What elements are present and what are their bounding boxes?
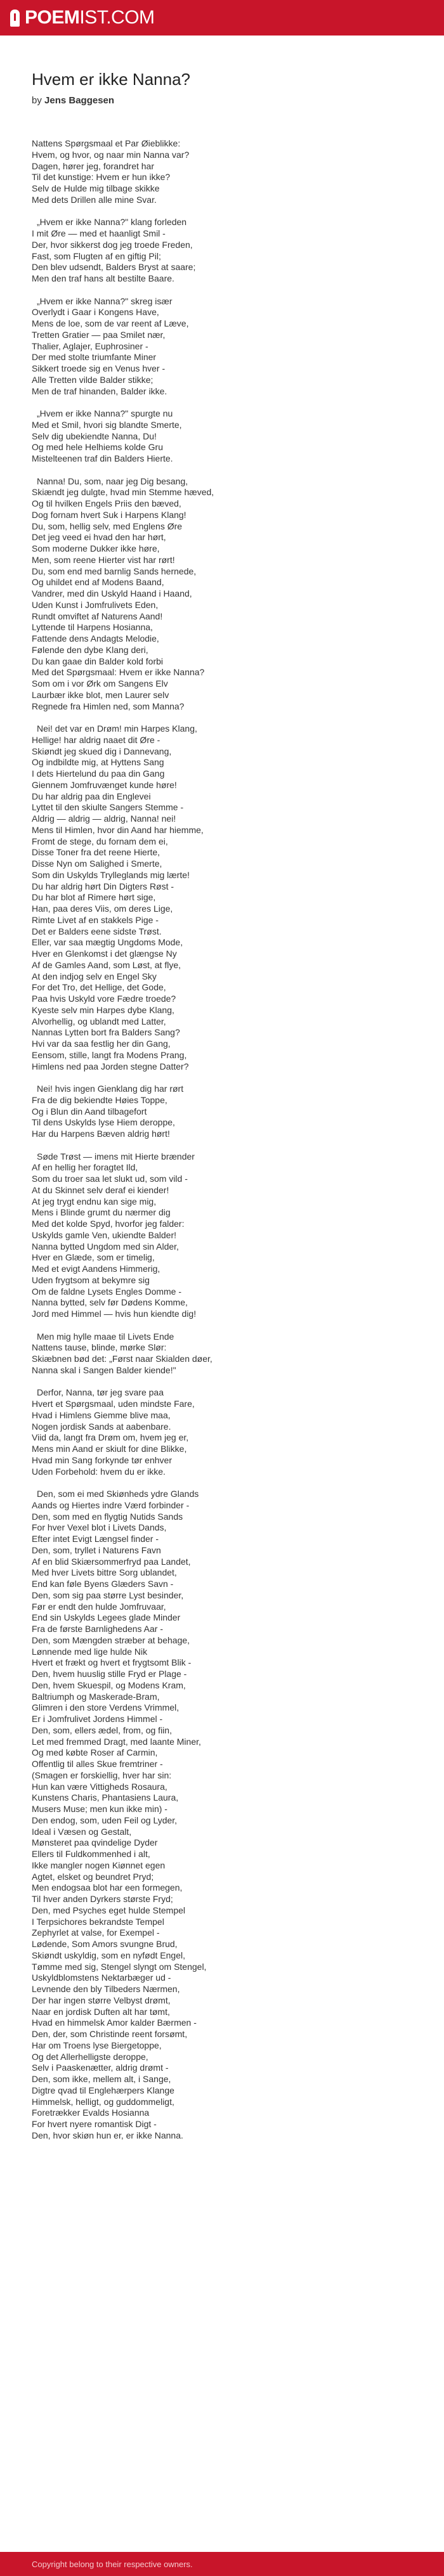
poem-line: Overlydt i Gaar i Kongens Have, [32,307,159,318]
poem-line: Som om i vor Ørk om Sangens Elv [32,678,168,689]
poem-line: Det jeg veed ei hvad den har hørt, [32,532,166,543]
poem-line: At jeg trygt endnu kan sige mig, [32,1196,157,1207]
poem-line: Og det Allerhelligste deroppe, [32,2051,148,2062]
poem-line: Har du Harpens Bæven aldrig hørt! [32,1129,170,1139]
poem-line: Ideal i Væsen og Gestalt, [32,1826,132,1837]
poem-line: Uskyldblomstens Nektarbæger ud - [32,1972,171,1983]
site-header [0,0,444,36]
byline [32,95,114,106]
poem-line: Nattens tause, blinde, mørke Slør: [32,1342,167,1353]
poem-line: Kunstens Charis, Phantasiens Laura, [32,1792,179,1803]
poem-line: Offentlig til alles Skue fremtriner - [32,1759,163,1769]
poem-line: For det Tro, det Hellige, det Gode, [32,982,166,993]
poem-line: Og til hvilken Engels Priis den bæved, [32,498,181,508]
poem-line: Nanna bytted Ungdom med sin Alder, [32,1241,179,1252]
logo-light-text: IST.COM [79,7,155,28]
poem-line: Nanna skal i Sangen Balder kiende!" [32,1364,176,1375]
poem-line: Om de faldne Lysets Engles Domme - [32,1286,182,1297]
poem-line: Mistelteenen traf din Balders Hierte. [32,453,173,463]
poem-line: Nei! hvis ingen Gienklang dig har rørt [37,1084,184,1094]
poem-line: Agtet, elsket og beundret Pryd; [32,1871,154,1882]
poem-line: Foretrækker Evalds Hosianna [32,2107,150,2118]
poem-line: Og i Blun din Aand tilbagefort [32,1106,147,1116]
poem-line: Glimren i den store Verdens Vrimmel, [32,1702,180,1713]
poem-line: Den, som med en flygtig Nutids Sands [32,1511,183,1522]
poem-line: Der har ingen større Velbyst drømt, [32,1995,171,2005]
poem-line: Eller, var saa mægtig Ungdoms Mode, [32,937,183,948]
poem-line: Vandrer, med din Uskyld Haand i Haand, [32,588,192,599]
poem-line: Selv de Hulde mig tilbage skikke [32,183,160,193]
poem-line: Himlens ned paa Jorden stegne Datter? [32,1061,189,1071]
poem-line: For hver Vexel blot i Livets Dands, [32,1522,167,1533]
poem-line: Med et Smil, hvori sig blandte Smerte, [32,419,182,430]
poem-line: Han, paa deres Viis, om deres Lige, [32,903,173,914]
stanza [32,476,425,713]
poem-line: End kan føle Byens Glæders Savn - [32,1579,174,1589]
poem-line: Den, som, ellers ædel, from, og fiin, [32,1725,172,1735]
poem-line: Hun kan være Vittigheds Rosaura, [32,1781,167,1792]
poem-line: „Hvem er ikke Nanna?" skreg især [37,295,173,306]
poem-line: Efter intet Evigt Længsel finder - [32,1534,159,1544]
poem-line: Men, som reene Hierter vist har rørt! [32,554,175,565]
poem-line: Giennem Jomfruvænget kunde høre! [32,779,177,790]
poem-line: Himmelsk, helligt, og guddommeligt, [32,2096,174,2107]
poem-line: Af de Gamles Aand, som Løst, at flye, [32,959,181,970]
poem-line: Den, som sig paa større Lyst besinder, [32,1589,184,1600]
poem-line: Hellige! har aldrig naaet dit Øre - [32,734,160,745]
poem-line: Sikkert troede sig en Venus hver - [32,363,166,373]
poem-line: For hvert nyere romantisk Digt - [32,2119,157,2129]
poem-line: Du, som end med barnlig Sands hernede, [32,566,197,576]
poem-line: Viid da, langt fra Drøm om, hvem jeg er, [32,1432,189,1443]
poem-line: Søde Trøst — imens mit Hierte brænder [37,1151,195,1162]
poem-line: Til hver anden Dyrkers største Fryd; [32,1894,173,1904]
poem-line: Mens de loe, som de var reent af Læve, [32,318,189,328]
poem-line: Med dets Drillen alle mine Svar. [32,194,157,205]
poem-line: Den, der, som Christinde reent forsømt, [32,2029,188,2039]
poem-line: Hvert et Spørgsmaal, uden mindste Fare, [32,1399,195,1409]
poem-line: Ellers til Fuldkommenhed i alt, [32,1849,150,1859]
poem-line: Du har blot af Rimere hørt sige, [32,892,156,903]
poem-line: At du Skinnet selv deraf ei kiender! [32,1184,169,1195]
poem-line: Hver en Glæde, som er timelig, [32,1252,155,1263]
poem-line: Den, som ikke, mellem alt, i Sange, [32,2074,171,2084]
poem-line: Men den traf hans alt bestilte Baare. [32,273,174,283]
poem-line: Som din Uskylds Trylleglands mig lærte! [32,869,190,880]
poem-line: Med det kolde Spyd, hvorfor jeg falder: [32,1219,185,1229]
poem-line: Hvi var da saa festlig her din Gang, [32,1039,171,1049]
poem-line: End sin Uskylds Legees glade Minder [32,1612,181,1623]
poem-line: Levnende den bly Tilbeders Nærmen, [32,1984,180,1994]
poem-line: Rundt omviftet af Naturens Aand! [32,611,163,621]
poem-line: Skiæbnen bød det: „Først naar Skialden døer, [32,1354,212,1364]
poem-line: Der, hvor sikkerst dog jeg troede Freden, [32,239,193,250]
poem-line: Mønsteret paa qvindelige Dyder [32,1837,158,1848]
poem-line: Før er endt den hulde Jomfruvaar, [32,1601,166,1612]
poem-line: Fattende dens Andagts Melodie, [32,633,159,644]
poem-line: Fra de første Barnlighedens Aar - [32,1624,163,1634]
poem-line: Hvad i Himlens Giemme blive maa, [32,1409,171,1420]
poem-line: Af en blid Skiærsommerfryd paa Landet, [32,1556,191,1567]
poem-line: Naar en jordisk Duften alt har tømt, [32,2006,170,2017]
poem-line: Og med hele Helhiems kolde Gru [32,442,163,453]
poem-line: Uden frygtsom at bekymre sig [32,1274,150,1285]
copyright-text: Copyright belong to their respective owners. [32,2559,193,2569]
poem-line: Uden Forbehold: hvem du er ikke. [32,1466,166,1477]
stanza [32,217,425,285]
poem-line: Eensom, stille, langt fra Modens Prang, [32,1049,187,1060]
poem-line: Thalier, Aglajer, Euphrosiner - [32,340,148,351]
poem-line: Den, hvem Skuespil, og Modens Kram, [32,1680,186,1690]
poem-body [32,138,425,2152]
poem-line: Lønnende med lige hulde Nik [32,1646,148,1657]
poem-line: Lødende, Som Amors svungne Brud, [32,1939,178,1949]
copyright-footer [0,2552,444,2576]
stanza [32,408,425,465]
poem-line: Mens til Himlen, hvor din Aand har hiemme, [32,824,204,835]
poem-line: Til dens Uskylds lyse Hiem deroppe, [32,1117,175,1128]
poem-line: Mens min Aand er skiult for dine Blikke, [32,1444,187,1454]
poem-line: Nannas Lytten bort fra Balders Sang? [32,1027,180,1038]
poem-line: Som du troer saa let slukt ud, som vild - [32,1174,188,1184]
poem-line: Skiøndt uskyldig, som en nyfødt Engel, [32,1950,185,1960]
poem-line: Ikke mangler nogen Kiønnet egen [32,1860,166,1870]
poem-line: Som moderne Dukker ikke høre, [32,543,160,553]
stanza [32,1489,425,2142]
poem-line: Følende den dybe Klang deri, [32,644,148,655]
poem-line: I mit Øre — med et haanligt Smil - [32,228,166,238]
poem-line: Tømme med sig, Stengel slyngt om Stengel, [32,1961,207,1972]
poem-line: (Smagen er forskiellig, hver har sin: [32,1770,172,1780]
poem-line: Til det kunstige: Hvem er hun ikke? [32,172,171,183]
poem-line: Men de traf hinanden, Balder ikke. [32,385,167,396]
poem-line: Og med købte Roser af Carmin, [32,1747,158,1758]
poem-line: Kyeste selv min Harpes dybe Klang, [32,1004,174,1015]
poem-line: Baltriumph og Maskerade-Bram, [32,1691,160,1702]
poem-line: Hvad en himmelsk Amor kalder Bærmen - [32,2017,197,2028]
poem-line: Uskylds gamle Ven, ukiendte Balder! [32,1229,177,1240]
poem-line: Hvem, og hvor, og naar min Nanna var? [32,149,190,160]
poem-line: Af en hellig her foragtet Ild, [32,1162,138,1173]
poem-line: Lyttende til Harpens Hosianna, [32,622,153,633]
poem-logo-icon[interactable] [10,10,20,27]
poem-line: Og indbildte mig, at Hyttens Sang [32,757,164,768]
poem-line: Med et evigt Aandens Himmerig, [32,1264,160,1274]
poem-line: Den, som, tryllet i Naturens Favn [32,1544,161,1555]
poem-line: Tretten Gratier — paa Smilet nær, [32,329,166,340]
poem-line: Fromt de stege, du fornam dem ei, [32,836,168,846]
poem-line: Musers Muse; men kun ikke min) - [32,1804,167,1814]
poem-line: Du har aldrig paa din Englevei [32,791,151,801]
poem-line: Har om Troens lyse Biergetoppe, [32,2040,162,2050]
poem-line: Der med stolte triumfante Miner [32,352,157,363]
poem-line: Du kan gaae din Balder kold forbi [32,656,164,666]
poem-line: Mens i Blinde grumt du nærmer dig [32,1207,171,1218]
poem-line: Hvert et frækt og hvert et frygtsomt Blik - [32,1657,192,1668]
byline-prefix: by [32,95,45,106]
poem-line: Det er Balders eene sidste Trøst. [32,926,162,936]
poem-line: Aands og Hiertes indre Værd forbinder - [32,1499,190,1510]
stanza [32,1331,425,1376]
stanza [32,1151,425,1320]
poem-line: Fast, som Flugten af en giftig Pil; [32,250,161,261]
stanza [32,1387,425,1477]
poem-line: Den blev udsendt, Balders Bryst at saare; [32,262,196,273]
poem-line: Er i Jomfrulivet Jordens Himmel - [32,1714,163,1724]
poem-line: Laurbær ikke blot, men Laurer selv [32,689,169,700]
poem-line: Den, hvem huuslig stille Fryd er Plage - [32,1669,187,1679]
poem-line: Nanna! Du, som, naar jeg Dig besang, [37,476,188,486]
stanza [32,138,425,206]
poem-line: Derfor, Nanna, tør jeg svare paa [37,1387,164,1398]
poem-line: Den, som Mængden stræber at behage, [32,1634,190,1645]
poem-line: I Terpsichores bekrandste Tempel [32,1916,164,1927]
poem-line: I dets Hiertelund du paa din Gang [32,768,165,779]
poem-line: Nogen jordisk Sands at aabenbare. [32,1421,171,1432]
poem-line: Alvorhellig, og ublandt med Latter, [32,1016,166,1026]
poem-line: Og uhildet end af Modens Baand, [32,577,164,588]
poem-line: Zephyrlet at valse, for Exempel - [32,1927,160,1938]
poem-line: Lyttet til den skiulte Sangers Stemme - [32,802,184,813]
poem-line: Du har aldrig hørt Din Digters Røst - [32,881,174,891]
poem-line: Let med fremmed Dragt, med laante Miner, [32,1736,201,1747]
logo-bold-text: POEM [25,7,80,28]
site-logo[interactable] [25,7,155,29]
poem-line: Alle Tretten vilde Balder stikke; [32,374,153,385]
poem-line: Skiøndt jeg skued dig i Dannevang, [32,746,172,756]
poem-line: Den, hvor skiøn hun er, er ikke Nanna. [32,2130,183,2140]
poem-line: Fra de dig bekiendte Høies Toppe, [32,1094,167,1105]
stanza [32,1084,425,1140]
poem-title: Hvem er ikke Nanna? [32,70,190,89]
poem-line: Med hver Livets bittre Sorg ublandet, [32,1567,177,1578]
poem-line: Den endog, som, uden Feil og Lyder, [32,1815,178,1825]
author-name[interactable]: Jens Baggesen [44,95,115,106]
poem-line: At den indjog selv en Engel Sky [32,971,157,981]
stanza [32,723,425,1072]
poem-line: Med det Spørgsmaal: Hvem er ikke Nanna? [32,667,205,678]
poem-line: Dog fornam hvert Suk i Harpens Klang! [32,509,186,520]
poem-line: Disse Nyn om Salighed i Smerte, [32,858,162,869]
poem-line: Paa hvis Uskyld vore Fædre troede? [32,994,176,1004]
poem-line: Den, med Psyches eget hulde Stempel [32,1905,186,1915]
poem-line: Aldrig — aldrig — aldrig, Nanna! nei! [32,813,176,824]
poem-line: Men endogsaa blot har een formegen, [32,1882,183,1893]
poem-line: Disse Toner fra det reene Hierte, [32,847,160,858]
poem-line: Men mig hylle maae til Livets Ende [37,1331,174,1342]
poem-line: Den, som ei med Skiønheds ydre Glands [37,1489,199,1499]
poem-line: Jord med Himmel — hvis hun kiendte dig! [32,1309,197,1319]
poem-line: „Hvem er ikke Nanna?" klang forleden [37,217,187,228]
stanza [32,296,425,398]
poem-line: „Hvem er ikke Nanna?" spurgte nu [37,408,173,418]
poem-line: Uden Kunst i Jomfrulivets Eden, [32,599,159,610]
poem-line: Nei! det var en Drøm! min Harpes Klang, [37,723,197,734]
poem-line: Du, som, hellig selv, med Englens Øre [32,521,183,531]
poem-line: Selv dig ubekiendte Nanna, Du! [32,430,157,441]
poem-line: Hvad min Sang forkynde tør enhver [32,1454,172,1465]
poem-line: Regnede fra Himlen ned, som Manna? [32,701,185,711]
poem-line: Rimte Livet af en stakkels Pige - [32,914,159,925]
poem-line: Skiændt jeg dulgte, hvad min Stemme hæved, [32,487,214,498]
poem-line: Digtre qvad til Englehærpers Klange [32,2085,174,2095]
poem-line: Nattens Spørgsmaal et Par Øieblikke: [32,138,181,148]
poem-line: Dagen, hører jeg, forandret har [32,160,154,171]
poem-line: Hver en Glenkomst i det glængse Ny [32,948,177,959]
poem-line: Selv i Paaskenætter, aldrig drømt - [32,2062,169,2073]
poem-line: Nanna bytted, selv før Dødens Komme, [32,1297,188,1308]
